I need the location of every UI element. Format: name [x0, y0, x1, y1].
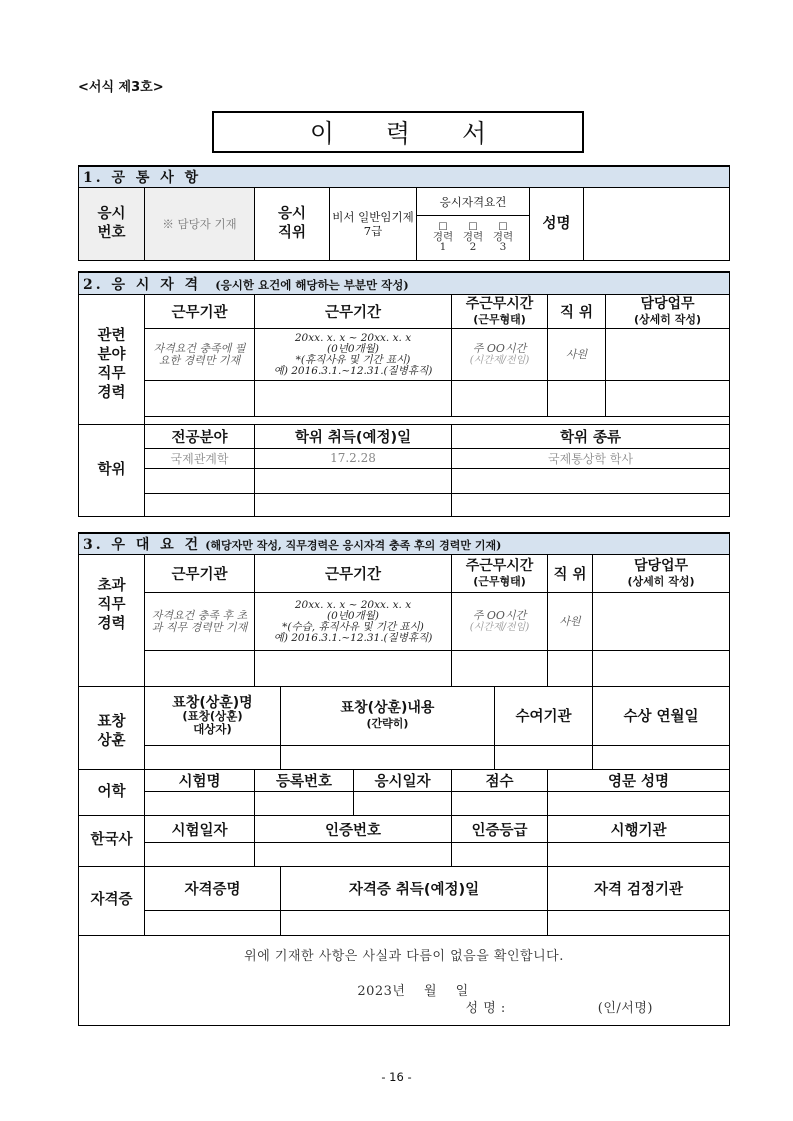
career-row2-duty[interactable]	[606, 380, 730, 416]
cert-row-name[interactable]	[145, 910, 281, 935]
lang-col-date: 응시일자	[354, 769, 452, 791]
s3-col-hours: 주근무시간 (근무형태)	[452, 555, 548, 593]
career-row2-hours[interactable]	[452, 380, 548, 416]
excess-career-label: 초과 직무 경력	[79, 555, 145, 687]
degree-row3-date[interactable]	[255, 493, 452, 517]
award-col-name: 표창(상훈)명 (표창(상훈) 대상자)	[145, 687, 281, 745]
s3-col-duty: 담당업무 (상세히 작성)	[593, 555, 730, 593]
name-label: 성명	[530, 188, 584, 261]
requirements-checkboxes	[417, 216, 530, 261]
s3-row2-hours[interactable]	[452, 650, 548, 686]
degree-row3-type[interactable]	[452, 493, 730, 517]
exam-no-value[interactable]: ※ 담당자 기재	[145, 188, 255, 261]
confirmation-block	[79, 936, 730, 1026]
section1-title: 1. 공 통 사 항	[79, 166, 730, 188]
confirmation-text: 위에 기재한 사항은 사실과 다름이 없음을 확인합니다.	[244, 949, 564, 965]
checkbox-career-3[interactable]: ☐ 경력 3	[492, 221, 514, 253]
career-row2-period[interactable]	[255, 380, 452, 416]
section2-table	[78, 271, 730, 517]
career-spacer	[145, 416, 730, 425]
section3-table	[78, 532, 730, 1026]
lang-col-test: 시험명	[145, 769, 255, 791]
col-degree-date: 학위 취득(예정)일	[255, 425, 452, 448]
col-period: 근무기간	[255, 295, 452, 329]
section2-title: 2. 응 시 자 격 (응시한 요건에 해당하는 부분만 작성)	[79, 272, 730, 295]
section1-table	[78, 165, 730, 261]
lang-col-regno: 등록번호	[255, 769, 354, 791]
award-col-org: 수여기관	[495, 687, 593, 745]
s3-example-rank[interactable]: 사원	[548, 593, 593, 650]
award-label: 표창 상훈	[79, 687, 145, 770]
lang-col-score: 점수	[452, 769, 548, 791]
col-rank: 직 위	[548, 295, 606, 329]
example-org[interactable]: 자격요건 충족에 필요한 경력만 기재	[145, 329, 255, 380]
degree-date-example[interactable]: 17.2.28	[255, 448, 452, 468]
page-number: - 16 -	[381, 1070, 412, 1084]
example-hours[interactable]: 주 OO시간 (시간제/전임)	[452, 329, 548, 380]
document-title: 이 력 서	[212, 111, 584, 153]
career-row2-org[interactable]	[145, 380, 255, 416]
language-label: 어학	[79, 769, 145, 815]
col-org: 근무기관	[145, 295, 255, 329]
certificate-label: 자격증	[79, 866, 145, 936]
signature-label: 성 명 :	[465, 1001, 506, 1017]
award-row-content[interactable]	[281, 745, 495, 769]
lang-row-regno[interactable]	[255, 792, 354, 816]
cert-col-date: 자격증 취득(예정)일	[281, 866, 548, 910]
requirements-label: 응시자격요건	[417, 188, 530, 216]
award-row-name[interactable]	[145, 745, 281, 769]
lang-row-engname[interactable]	[548, 792, 730, 816]
s3-col-period: 근무기간	[255, 555, 452, 593]
s3-example-org[interactable]: 자격요건 충족 후 초과 직무 경력만 기재	[145, 593, 255, 650]
col-hours: 주근무시간 (근무형태)	[452, 295, 548, 329]
example-rank[interactable]: 사원	[548, 329, 606, 380]
career-row2-rank[interactable]	[548, 380, 606, 416]
award-row-date[interactable]	[593, 745, 730, 769]
lang-row-test[interactable]	[145, 792, 255, 816]
degree-type-example[interactable]: 국제통상학 학사	[452, 448, 730, 468]
history-row-grade[interactable]	[452, 843, 548, 866]
degree-row3-major[interactable]	[145, 493, 255, 517]
history-col-grade: 인증등급	[452, 816, 548, 843]
s3-example-hours[interactable]: 주 OO시간 (시간제/전임)	[452, 593, 548, 650]
signature-line	[79, 997, 729, 1016]
degree-label: 학위	[79, 425, 145, 517]
lang-row-date[interactable]	[354, 792, 452, 816]
checkbox-career-2[interactable]: ☐ 경력 2	[462, 221, 484, 253]
position-value: 비서 일반임기제 7급	[330, 188, 417, 261]
lang-row-score[interactable]	[452, 792, 548, 816]
s3-example-duty[interactable]	[593, 593, 730, 650]
history-col-certno: 인증번호	[255, 816, 452, 843]
example-period[interactable]: 20xx. x. x ~ 20xx. x. x (0년0개월) *(휴직사유 및 기간 표시) 예) 2016.3.1.~12.31.(질병휴직)	[255, 329, 452, 380]
history-col-date: 시험일자	[145, 816, 255, 843]
col-duty: 담당업무 (상세히 작성)	[606, 295, 730, 329]
s3-row2-period[interactable]	[255, 650, 452, 686]
s3-example-period[interactable]: 20xx. x. x ~ 20xx. x. x (0년0개월) *(수습, 휴직사유 및 기간 표시) 예) 2016.3.1.~12.31.(질병휴직)	[255, 593, 452, 650]
col-degree-type: 학위 종류	[452, 425, 730, 448]
s3-row2-org[interactable]	[145, 650, 255, 686]
name-field[interactable]	[584, 188, 730, 261]
degree-row2-major[interactable]	[145, 469, 255, 494]
cert-col-org: 자격 검정기관	[548, 866, 730, 910]
signature-field[interactable]: (인/서명)	[597, 1001, 653, 1017]
col-major: 전공분야	[145, 425, 255, 448]
award-row-org[interactable]	[495, 745, 593, 769]
position-label: 응시 직위	[255, 188, 330, 261]
s3-row2-rank[interactable]	[548, 650, 593, 686]
cert-col-name: 자격증명	[145, 866, 281, 910]
cert-row-org[interactable]	[548, 910, 730, 935]
s3-col-rank: 직 위	[548, 555, 593, 593]
cert-row-date[interactable]	[281, 910, 548, 935]
degree-row2-date[interactable]	[255, 469, 452, 494]
history-row-org[interactable]	[548, 843, 730, 866]
history-row-certno[interactable]	[255, 843, 452, 866]
s3-col-org: 근무기관	[145, 555, 255, 593]
exam-no-label: 응시 번호	[79, 188, 145, 261]
korean-history-label: 한국사	[79, 816, 145, 866]
career-label: 관련 분야 직무 경력	[79, 295, 145, 425]
confirmation-date[interactable]: 2023년 월 일	[357, 984, 469, 1000]
award-col-date: 수상 연월일	[593, 687, 730, 745]
award-col-content: 표창(상훈)내용 (간략히)	[281, 687, 495, 745]
history-row-date[interactable]	[145, 843, 255, 866]
degree-row2-type[interactable]	[452, 469, 730, 494]
example-duty[interactable]	[606, 329, 730, 380]
form-number: <서식 제3호>	[78, 80, 164, 95]
history-col-org: 시행기관	[548, 816, 730, 843]
lang-col-engname: 영문 성명	[548, 769, 730, 791]
degree-major-example[interactable]: 국제관계학	[145, 448, 255, 468]
s3-row2-duty[interactable]	[593, 650, 730, 686]
section3-title: 3. 우 대 요 건 (해당자만 작성, 직무경력은 응시자격 충족 후의 경력만 기재)	[79, 533, 730, 555]
checkbox-career-1[interactable]: ☐ 경력 1	[432, 221, 454, 253]
